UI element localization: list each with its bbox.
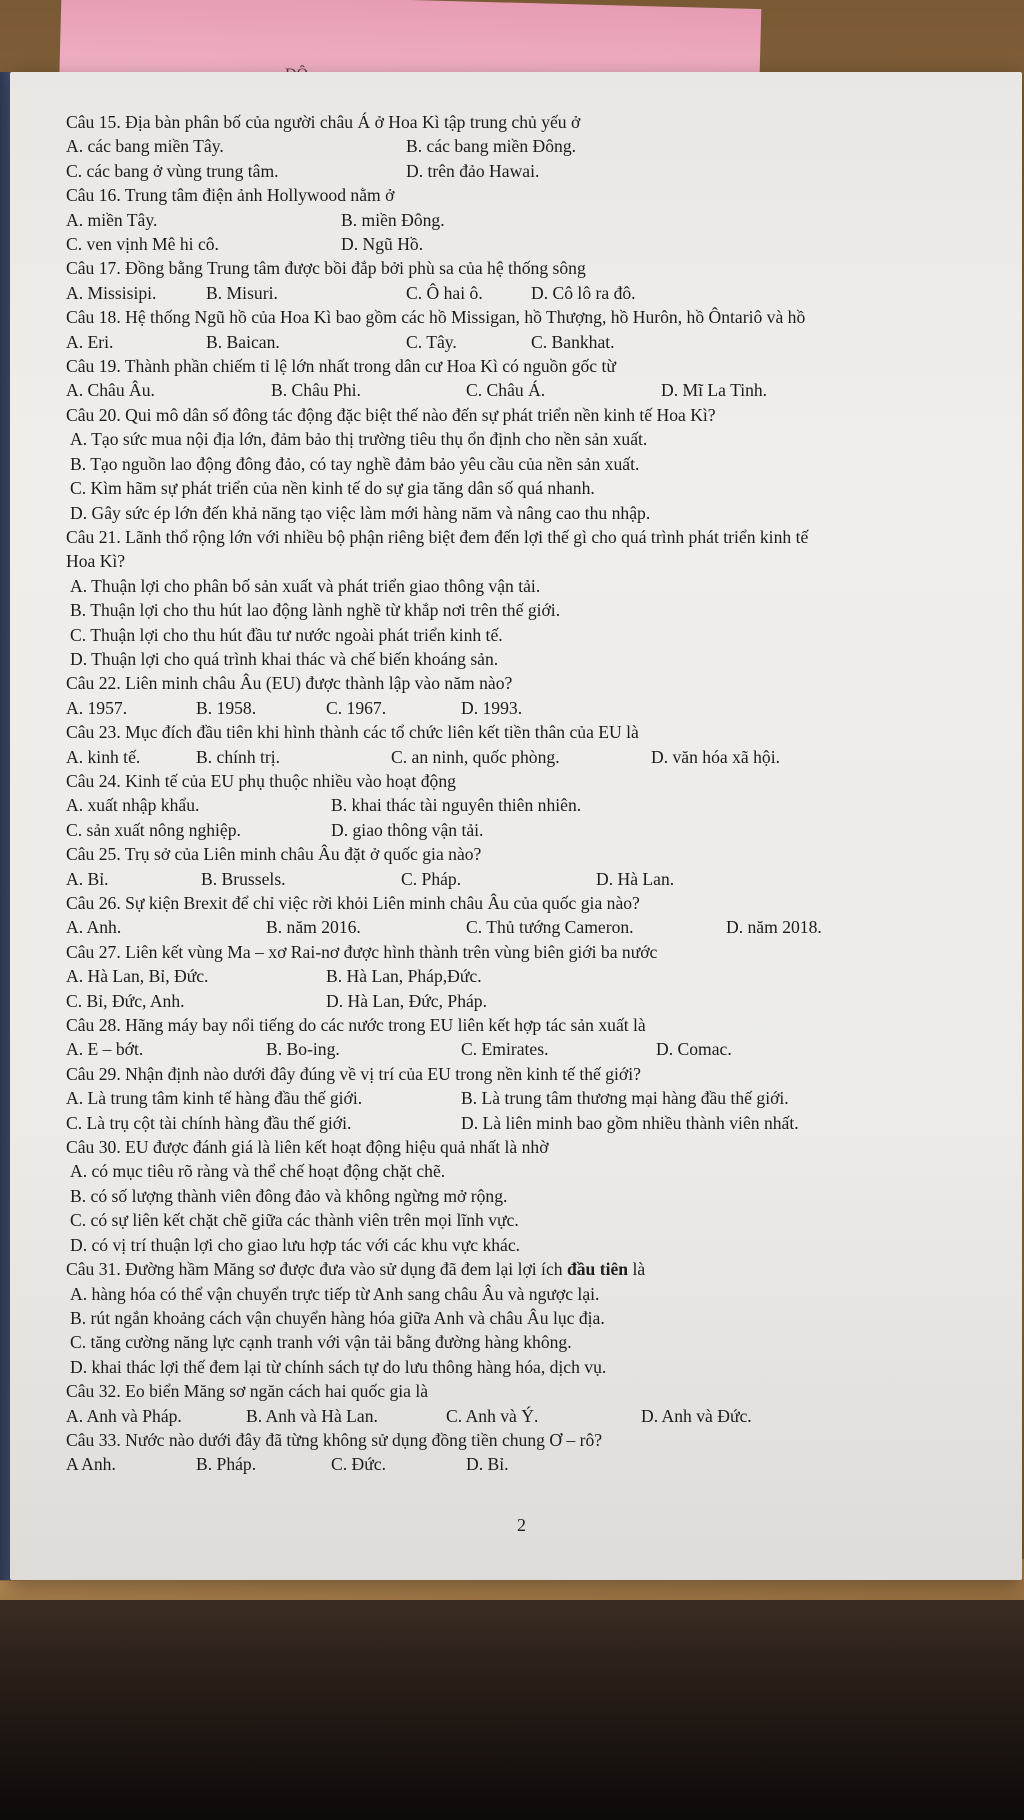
option: D. Là liên minh bao gồm nhiều thành viên nhất. [461,1112,799,1133]
option: A. Châu Âu. [66,380,155,401]
desk-surface [0,1600,1024,1820]
option: D. văn hóa xã hội. [651,746,780,767]
option: B. miền Đông. [341,209,445,230]
option: D. có vị trí thuận lợi cho giao lưu hợp tác với các khu vực khác. [70,1234,521,1255]
question-stem: Câu 24. Kinh tế của EU phụ thuộc nhiều vào hoạt động [66,770,456,791]
question-stem-continued: Hoa Kì? [66,551,126,572]
question-options [66,159,1006,183]
question-stem-emphasis: đầu tiên [566,1259,629,1280]
option: C. 1967. [326,697,387,718]
option: A. Anh và Pháp. [66,1405,182,1426]
question-options [66,378,1006,402]
question-options [66,1111,1006,1135]
question-options [66,1404,1006,1428]
option: D. Gây sức ép lớn đến khả năng tạo việc làm mới hàng năm và nâng cao thu nhập. [70,502,651,523]
option: A. E – bớt. [66,1039,144,1060]
question-stem: Câu 19. Thành phần chiếm tỉ lệ lớn nhất trong dân cư Hoa Kì có nguồn gốc từ [66,356,616,377]
question-stem: Câu 21. Lãnh thổ rộng lớn với nhiều bộ phận riêng biệt đem đến lợi thế gì cho quá trình phát triển kinh tế [66,526,809,547]
option: B. có số lượng thành viên đông đảo và không ngừng mở rộng. [70,1185,508,1206]
option: A. Eri. [66,331,114,352]
option: B. Brussels. [201,868,286,889]
option: B. 1958. [196,697,257,718]
option: B. Là trung tâm thương mại hàng đầu thế giới. [461,1088,789,1109]
question-options [66,232,1006,256]
option: A. Anh. [66,917,122,938]
option: D. Cô lô ra đô. [531,282,636,303]
option: A. kinh tế. [66,746,141,767]
question-stem: Câu 29. Nhận định nào dưới đây đúng về vị trí của EU trong nền kinh tế thế giới? [66,1063,641,1084]
option: C. Pháp. [401,868,462,889]
question-stem: Câu 20. Qui mô dân số đông tác động đặc biệt thế nào đến sự phát triển nền kinh tế Hoa Kì? [66,404,716,425]
option: D. Mĩ La Tinh. [661,380,768,401]
question-options [66,867,1006,891]
question-stem: Câu 15. Địa bàn phân bố của người châu Á ở Hoa Kì tập trung chủ yếu ở [66,112,581,132]
option: C. Emirates. [461,1039,549,1060]
option: C. Bankhat. [531,331,615,352]
option: B. khai thác tài nguyên thiên nhiên. [331,795,582,816]
question-stem: Câu 26. Sự kiện Brexit để chỉ việc rời khỏi Liên minh châu Âu của quốc gia nào? [66,893,640,913]
option: D. Comac. [656,1039,732,1060]
question-options [66,208,1006,232]
option: D. trên đảo Hawai. [406,160,540,181]
option: B. chính trị. [196,746,281,767]
question-options [66,964,1006,988]
option: C. ven vịnh Mê hi cô. [66,234,219,255]
question-stem: Câu 33. Nước nào dưới đây đã từng không sử dụng đồng tiền chung Ơ – rô? [66,1429,603,1450]
question-stem: Câu 23. Mục đích đầu tiên khi hình thành các tổ chức liên kết tiền thân của EU là [66,722,639,743]
option: D. 1993. [461,697,523,718]
question-stem-text: Câu 31. Đường hầm Măng sơ được đưa vào sử dụng đã đem lại lợi ích [66,1259,563,1280]
option: B. Anh và Hà Lan. [246,1405,378,1426]
question-options [66,1452,1006,1476]
option: C. có sự liên kết chặt chẽ giữa các thành viên trên mọi lĩnh vực. [70,1210,519,1231]
option: B. Châu Phi. [271,380,361,401]
question-options [66,1037,1006,1061]
option: A. Tạo sức mua nội địa lớn, đảm bảo thị trường tiêu thụ ổn định cho nền sản xuất. [70,429,648,450]
question-options [66,1086,1006,1110]
question-stem: Câu 28. Hãng máy bay nổi tiếng do các nước trong EU liên kết hợp tác sản xuất là [66,1015,646,1036]
question-stem: Câu 25. Trụ sở của Liên minh châu Âu đặt ở quốc gia nào? [66,844,482,865]
option: C. Kìm hãm sự phát triển của nền kinh tế do sự gia tăng dân số quá nhanh. [70,478,595,499]
option: C. Đức. [331,1454,386,1475]
option: A. Missisipi. [66,282,157,303]
question-options [66,793,1006,817]
option: D. Thuận lợi cho quá trình khai thác và chế biến khoáng sản. [70,648,499,669]
option: C. các bang ở vùng trung tâm. [66,160,279,181]
option: A Anh. [66,1454,116,1475]
exam-content [66,110,1006,1477]
option: A. Là trung tâm kinh tế hàng đầu thế giới. [66,1088,363,1109]
question-stem: Câu 30. EU được đánh giá là liên kết hoạt động hiệu quả nhất là nhờ [66,1137,549,1158]
option: D. Ngũ Hồ. [341,234,424,255]
option: C. sản xuất nông nghiệp. [66,819,241,840]
option: C. Thuận lợi cho thu hút đầu tư nước ngoài phát triển kinh tế. [70,624,503,645]
question-stem: Câu 27. Liên kết vùng Ma – xơ Rai-nơ được hình thành trên vùng biên giới ba nước [66,941,658,962]
question-stem: Câu 16. Trung tâm điện ảnh Hollywood nằm ở [66,185,395,206]
option: A. hàng hóa có thể vận chuyển trực tiếp từ Anh sang châu Âu và ngược lại. [70,1283,600,1304]
option: D. năm 2018. [726,917,822,938]
option: A. Thuận lợi cho phân bố sản xuất và phát triển giao thông vận tải. [70,575,541,596]
option: A. xuất nhập khẩu. [66,795,200,816]
question-options [66,696,1006,720]
option: C. Thủ tướng Cameron. [466,917,634,938]
option: C. an ninh, quốc phòng. [391,746,560,767]
question-options [66,330,1006,354]
option: D. khai thác lợi thế đem lại từ chính sách tự do lưu thông hàng hóa, dịch vụ. [70,1356,607,1377]
option: B. Tạo nguồn lao động đông đảo, có tay nghề đảm bảo yêu cầu của nền sản xuất. [70,453,640,474]
option: D. Anh và Đức. [641,1405,752,1426]
option: B. rút ngắn khoảng cách vận chuyển hàng hóa giữa Anh và châu Âu lục địa. [70,1307,605,1328]
option: A. các bang miền Tây. [66,136,224,157]
option: D. Hà Lan, Đức, Pháp. [326,990,487,1011]
question-options [66,989,1006,1013]
option: B. Hà Lan, Pháp,Đức. [326,966,482,987]
option: B. Misuri. [206,282,278,303]
question-stem: Câu 32. Eo biển Măng sơ ngăn cách hai quốc gia là [66,1381,429,1402]
question-stem-end: là [632,1259,646,1280]
page-number: 2 [517,1515,526,1535]
option: C. Tây. [406,331,457,352]
question-stem: Câu 17. Đồng bằng Trung tâm được bồi đắp bởi phù sa của hệ thống sông [66,258,586,279]
option: A. có mục tiêu rõ ràng và thể chế hoạt động chặt chẽ. [70,1161,446,1182]
question-stem: Câu 18. Hệ thống Ngũ hồ của Hoa Kì bao gồm các hồ Missigan, hồ Thượng, hồ Hurôn, hồ Ôntariô và hồ [66,307,806,328]
option: B. Baican. [206,331,280,352]
option: C. Bỉ, Đức, Anh. [66,990,185,1011]
option: C. tăng cường năng lực cạnh tranh với vận tải bằng đường hàng không. [70,1332,572,1353]
option: D. Hà Lan. [596,868,675,889]
option: A. miền Tây. [66,209,158,230]
option: A. Hà Lan, Bỉ, Đức. [66,966,209,987]
question-stem [66,1257,1006,1281]
option: B. Bo-ing. [266,1039,340,1060]
question-options [66,134,1006,158]
question-options [66,745,1006,769]
option: C. Ô hai ô. [406,282,483,303]
question-options [66,915,1006,939]
option: A. Bỉ. [66,868,109,889]
option: C. Châu Á. [466,380,546,401]
option: D. giao thông vận tải. [331,819,484,840]
question-options [66,281,1006,305]
question-options [66,818,1006,842]
question-stem: Câu 22. Liên minh châu Âu (EU) được thành lập vào năm nào? [66,673,513,694]
option: B. năm 2016. [266,917,361,938]
option: C. Anh và Ý. [446,1405,539,1426]
option: B. Thuận lợi cho thu hút lao động lành nghề từ khắp nơi trên thế giới. [70,600,561,621]
option: A. 1957. [66,697,128,718]
option: C. Là trụ cột tài chính hàng đầu thế giới. [66,1112,352,1133]
option: B. các bang miền Đông. [406,136,577,157]
option: B. Pháp. [196,1454,257,1475]
option: D. Bỉ. [466,1454,509,1475]
